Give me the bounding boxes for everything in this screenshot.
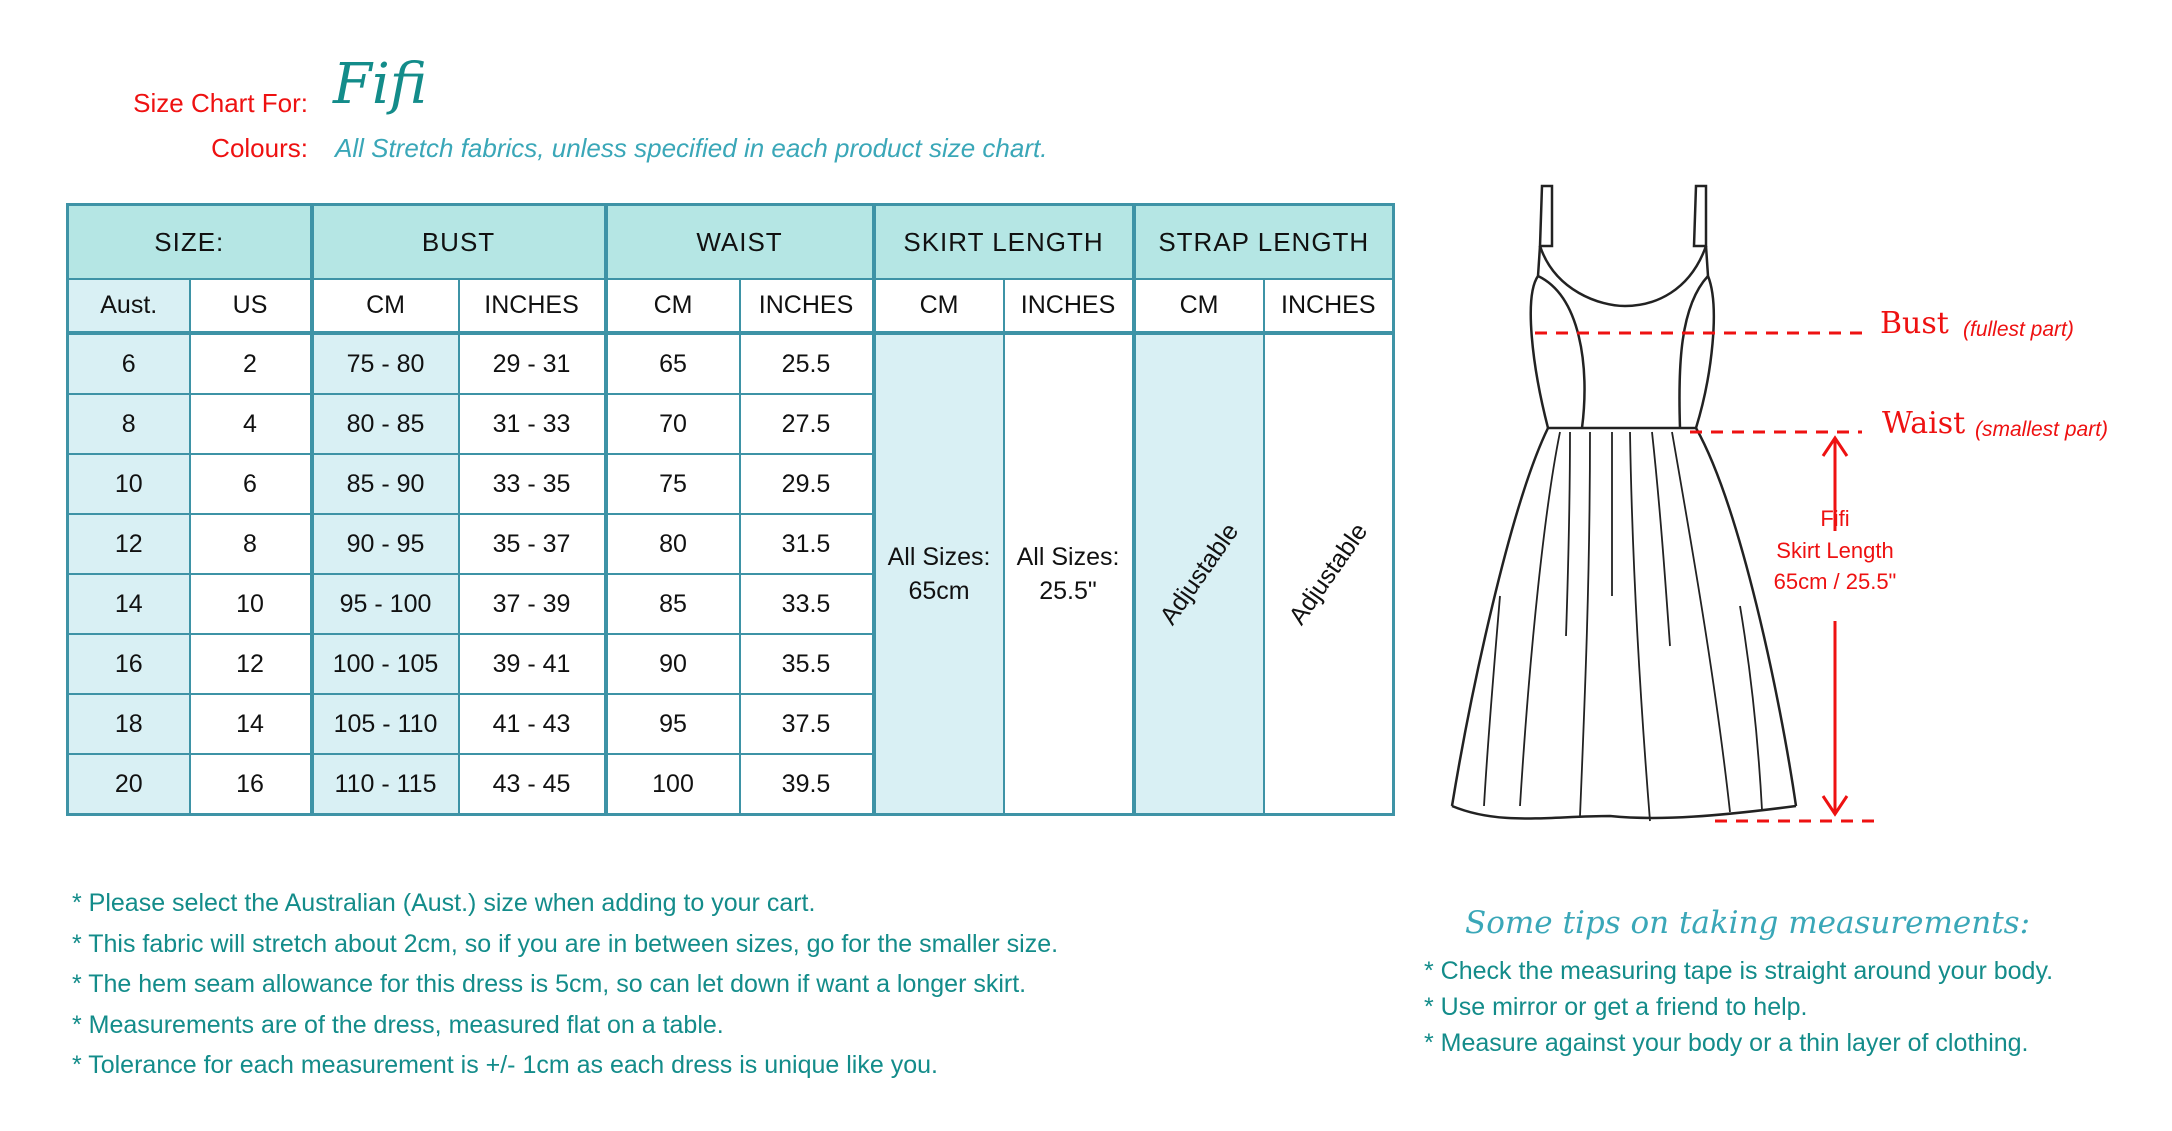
cell-waist-inches: 29.5 (740, 454, 874, 514)
cell-us: 2 (190, 333, 312, 394)
waist-note: (smallest part) (1975, 418, 2109, 441)
skirt-length-label-line3: 65cm / 25.5" (1773, 569, 1897, 594)
cell-bust-cm: 95 - 100 (312, 574, 459, 634)
cell-waist-inches: 39.5 (740, 754, 874, 815)
size-notes (72, 883, 1058, 1086)
strap-cm-text: Adjustable (1154, 518, 1244, 630)
cell-waist-cm: 75 (606, 454, 740, 514)
group-strap-length-header: STRAP LENGTH (1134, 205, 1394, 280)
cell-us: 6 (190, 454, 312, 514)
dress-illustration (1452, 186, 1796, 821)
cell-bust-cm: 80 - 85 (312, 394, 459, 454)
size-chart-label: Size Chart For: (133, 88, 308, 118)
cell-us: 10 (190, 574, 312, 634)
skirt-cm-all-sizes (874, 333, 1004, 815)
product-name: Fifi (333, 52, 428, 117)
cell-bust-inches: 41 - 43 (459, 694, 606, 754)
cell-waist-inches: 37.5 (740, 694, 874, 754)
table-row (68, 333, 1394, 394)
cell-bust-cm: 75 - 80 (312, 333, 459, 394)
cell-aust: 14 (68, 574, 190, 634)
subheader-strap-cm: CM (1134, 279, 1264, 333)
group-size-header: SIZE: (68, 205, 312, 280)
colours-label: Colours: (211, 133, 308, 163)
cell-bust-inches: 37 - 39 (459, 574, 606, 634)
group-header-row (68, 205, 1394, 280)
cell-waist-cm: 90 (606, 634, 740, 694)
cell-aust: 6 (68, 333, 190, 394)
skirt-length-label-line1: Fifi (1820, 506, 1850, 531)
tip-item: * Check the measuring tape is straight around your body. (1424, 957, 2054, 985)
subheader-us: US (190, 279, 312, 333)
tips-title: Some tips on taking measurements: (1465, 905, 2031, 941)
dress-diagram (1440, 176, 2160, 856)
subheader-waist-cm: CM (606, 279, 740, 333)
size-chart-table (66, 203, 1395, 816)
cell-us: 4 (190, 394, 312, 454)
cell-bust-cm: 105 - 110 (312, 694, 459, 754)
subheader-strap-inches: INCHES (1264, 279, 1394, 333)
cell-waist-cm: 85 (606, 574, 740, 634)
cell-waist-cm: 70 (606, 394, 740, 454)
subheader-aust: Aust. (68, 279, 190, 333)
subheader-skirt-cm: CM (874, 279, 1004, 333)
note-item: * Please select the Australian (Aust.) size when adding to your cart. (72, 889, 816, 917)
bust-note: (fullest part) (1963, 318, 2074, 341)
cell-bust-cm: 90 - 95 (312, 514, 459, 574)
skirt-cm-line1: All Sizes: (887, 543, 991, 571)
cell-aust: 18 (68, 694, 190, 754)
subheader-bust-inches: INCHES (459, 279, 606, 333)
cell-waist-inches: 25.5 (740, 333, 874, 394)
subheader-skirt-inches: INCHES (1004, 279, 1134, 333)
skirt-inches-line1: All Sizes: (1016, 543, 1120, 571)
cell-bust-inches: 31 - 33 (459, 394, 606, 454)
cell-us: 12 (190, 634, 312, 694)
colours-value: All Stretch fabrics, unless specified in each product size chart. (335, 133, 1048, 163)
note-item: * The hem seam allowance for this dress is 5cm, so can let down if want a longer skirt. (72, 970, 1027, 998)
skirt-cm-line2: 65cm (908, 577, 970, 605)
strap-cm-adjustable (1134, 333, 1264, 815)
cell-aust: 10 (68, 454, 190, 514)
skirt-length-arrow (1823, 438, 1847, 814)
cell-aust: 16 (68, 634, 190, 694)
cell-bust-inches: 33 - 35 (459, 454, 606, 514)
cell-waist-cm: 95 (606, 694, 740, 754)
skirt-inches-line2: 25.5" (1039, 577, 1097, 605)
cell-us: 16 (190, 754, 312, 815)
cell-aust: 12 (68, 514, 190, 574)
cell-waist-inches: 27.5 (740, 394, 874, 454)
cell-waist-inches: 33.5 (740, 574, 874, 634)
cell-bust-cm: 85 - 90 (312, 454, 459, 514)
cell-bust-inches: 35 - 37 (459, 514, 606, 574)
cell-bust-cm: 100 - 105 (312, 634, 459, 694)
cell-us: 8 (190, 514, 312, 574)
cell-bust-inches: 43 - 45 (459, 754, 606, 815)
cell-waist-inches: 31.5 (740, 514, 874, 574)
group-skirt-length-header: SKIRT LENGTH (874, 205, 1134, 280)
cell-aust: 20 (68, 754, 190, 815)
cell-bust-cm: 110 - 115 (312, 754, 459, 815)
note-item: * This fabric will stretch about 2cm, so if you are in between sizes, go for the smaller size. (72, 929, 1059, 958)
cell-waist-cm: 80 (606, 514, 740, 574)
cell-aust: 8 (68, 394, 190, 454)
strap-inches-text: Adjustable (1283, 518, 1374, 630)
bust-label: Bust (1880, 306, 1949, 341)
cell-waist-cm: 65 (606, 333, 740, 394)
skirt-length-label-line2: Skirt Length (1776, 538, 1894, 563)
cell-waist-inches: 35.5 (740, 634, 874, 694)
note-item: * Tolerance for each measurement is +/- 1cm as each dress is unique like you. (72, 1051, 938, 1079)
group-waist-header: WAIST (606, 205, 874, 280)
subheader-bust-cm: CM (312, 279, 459, 333)
tips-list (1424, 953, 2053, 1061)
cell-bust-inches: 39 - 41 (459, 634, 606, 694)
cell-waist-cm: 100 (606, 754, 740, 815)
skirt-inches-all-sizes (1004, 333, 1134, 815)
note-item: * Measurements are of the dress, measured flat on a table. (72, 1010, 724, 1039)
group-bust-header: BUST (312, 205, 606, 280)
tip-item: * Use mirror or get a friend to help. (1424, 993, 1808, 1021)
subheader-row (68, 279, 1394, 333)
tip-item: * Measure against your body or a thin layer of clothing. (1424, 1029, 2029, 1057)
waist-label: Waist (1882, 406, 1966, 441)
cell-bust-inches: 29 - 31 (459, 333, 606, 394)
subheader-waist-inches: INCHES (740, 279, 874, 333)
cell-us: 14 (190, 694, 312, 754)
strap-inches-adjustable (1264, 333, 1394, 815)
